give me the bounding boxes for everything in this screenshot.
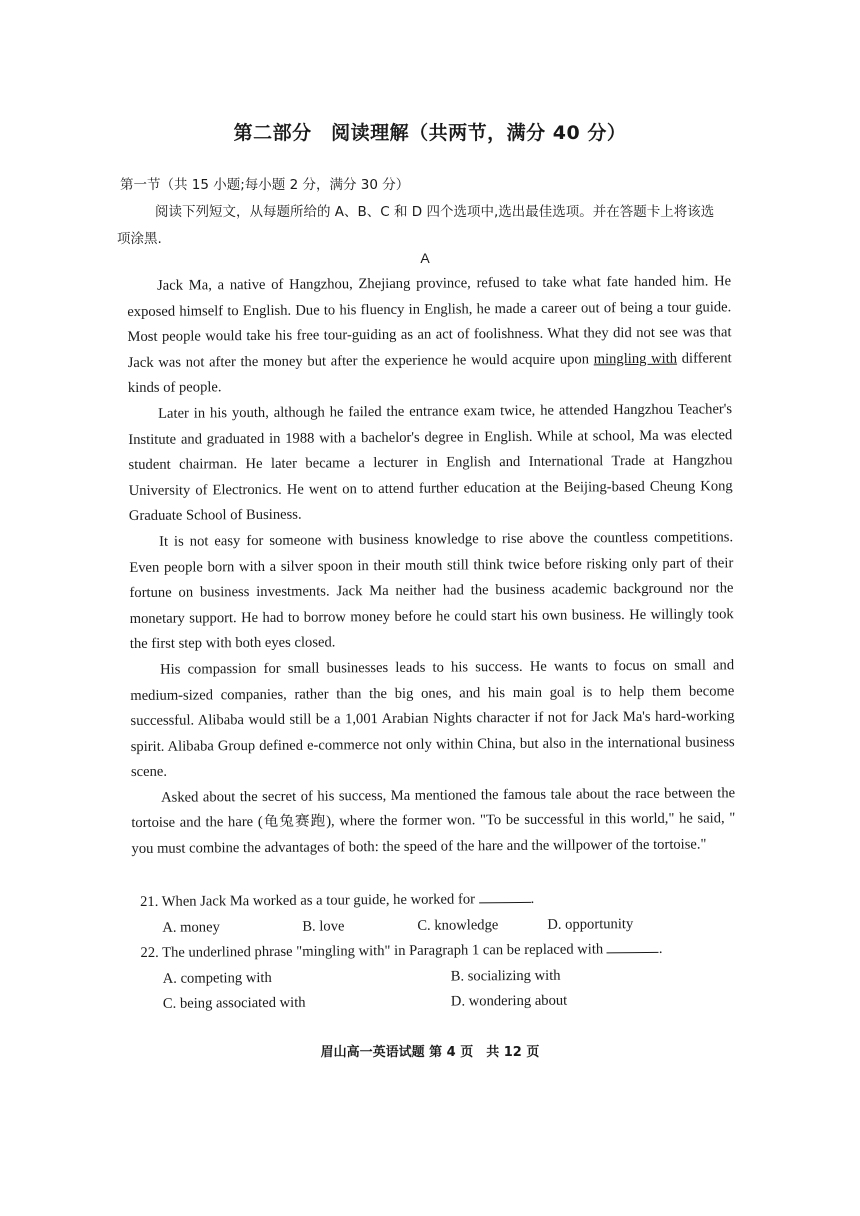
option-b[interactable]: B. socializing with xyxy=(450,967,561,985)
question-21-stem: 21. When Jack Ma worked as a tour guide, he worked for xyxy=(140,891,476,910)
passage-letter: A xyxy=(420,250,430,266)
option-a[interactable]: A. money xyxy=(162,918,220,936)
underlined-phrase: mingling with xyxy=(593,350,678,368)
option-c[interactable]: C. being associated with xyxy=(162,994,306,1012)
section-title: 第一节（共 15 小题;每小题 2 分，满分 30 分） xyxy=(120,177,410,193)
option-c[interactable]: C. knowledge xyxy=(417,916,499,934)
paragraph-4: His compassion for small businesses leads to his success. He wants to focus on small and medium-sized companies, rather than the big ones, and his main goal is to help them become successful. Alibaba would still be a 1,001 Arabian Nights character if not for Jack Ma's hard-working spirit. Alibaba Group defined e-commerce not only within China, but also in the international business scene. xyxy=(130,657,735,781)
question-22-end: . xyxy=(658,940,663,957)
question-22-stem: 22. The underlined phrase "mingling with" in Paragraph 1 can be replaced with xyxy=(140,941,604,961)
answer-blank xyxy=(607,938,659,953)
paragraph-2: Later in his youth, although he failed the entrance exam twice, he attended Hangzhou Teacher's Institute and graduated in 1988 with a bachelor's degree in English. While at school, Ma was elected student chairman. He later became a lecturer in English and International Trade at Hangzhou University of Electronics. He went on to attend further education at the Beijing-based Cheung Kong Graduate School of Business. xyxy=(128,401,733,525)
question-22 xyxy=(140,936,730,966)
paragraph-3: It is not easy for someone with business knowledge to rise above the countless competitions. Even people born with a silver spoon in their mouth still think twice before risking only part of their fortune on business investments. Jack Ma neither had the business academic background nor the monetary support. He had to borrow money before he could start his own business. He willingly took the first step with both eyes closed. xyxy=(129,529,734,653)
option-d[interactable]: D. wondering about xyxy=(450,992,568,1010)
option-d[interactable]: D. opportunity xyxy=(547,915,634,933)
question-21-end: . xyxy=(530,890,535,907)
page-footer: 眉山高一英语试题 第 4 页 共 12 页 xyxy=(320,1045,540,1060)
reading-passage xyxy=(127,269,736,862)
question-22-options-row-2 xyxy=(141,987,731,1017)
part-title: 第二部分 阅读理解（共两节，满分 40 分） xyxy=(233,122,627,144)
question-list xyxy=(140,885,731,1017)
paragraph-1-text-b: different kinds of people. xyxy=(127,350,732,397)
option-a[interactable]: A. competing with xyxy=(162,969,272,987)
paragraph-5: Asked about the secret of his success, Ma mentioned the famous tale about the race between the tortoise and the hare (龟兔赛跑), where the former won. "To be successful in this world," he said, " you must combine the advantages of both: the speed of the hare and the willpower of the tortoise." xyxy=(131,785,736,858)
answer-blank xyxy=(479,888,531,903)
paragraph-1-text-a: Jack Ma, a native of Hangzhou, Zhejiang province, refused to take what fate handed him. He exposed himself to English. Due to his fluency in English, he made a career out of being a tour guide. Most people would take his free tour-guiding as an act of foolishness. What they did not see was that Jack was not after the money but after the experience he would acquire upon xyxy=(127,273,732,371)
instructions: 阅读下列短文，从每题所给的 A、B、C 和 D 四个选项中,选出最佳选项。并在答题卡上将该选项涂黑. xyxy=(117,204,715,247)
paragraph-1 xyxy=(127,269,732,402)
option-b[interactable]: B. love xyxy=(302,917,345,935)
